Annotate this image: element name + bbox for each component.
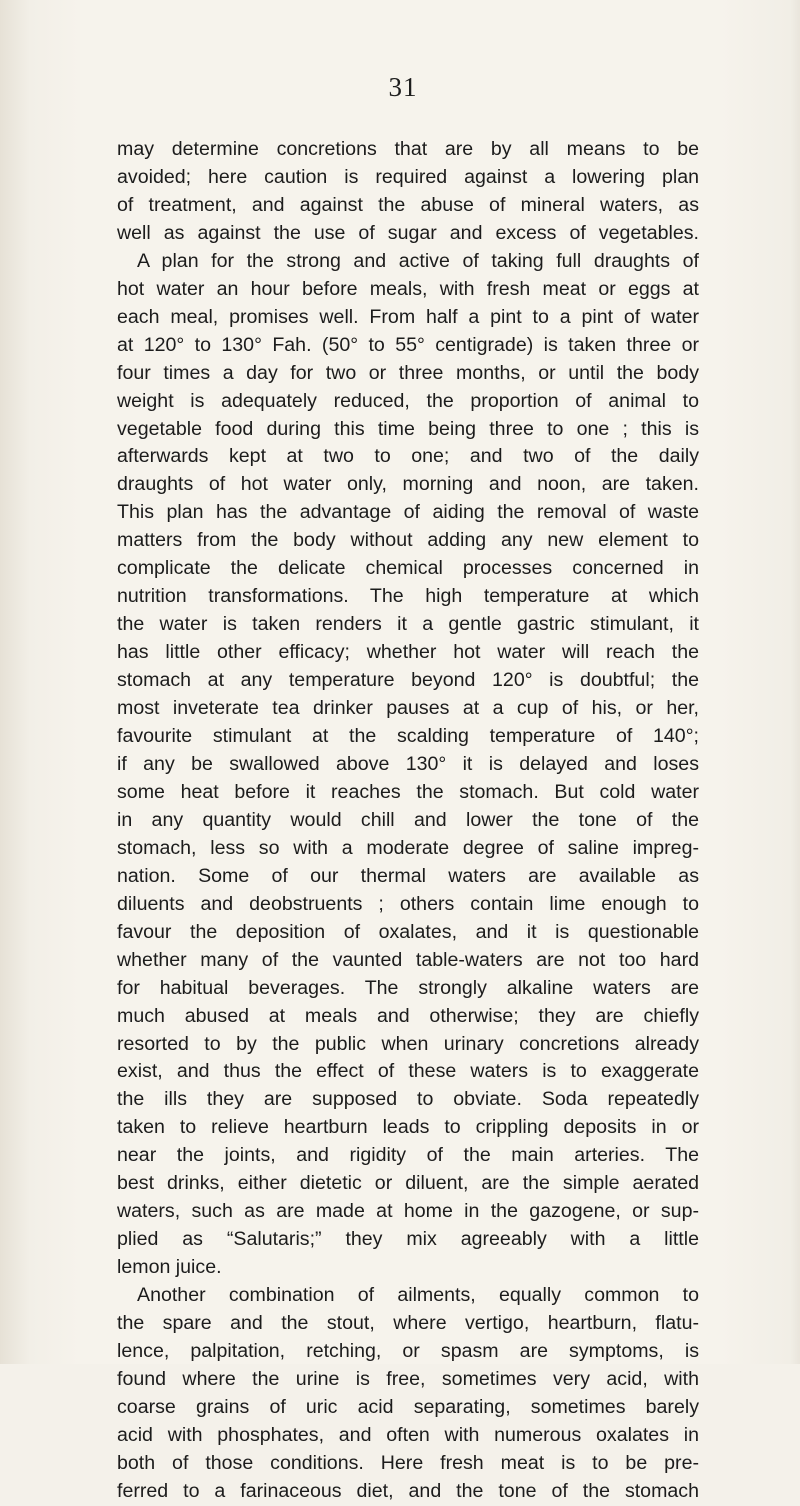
text-line: both of those conditions. Here fresh meat is to be pre-: [117, 1451, 699, 1474]
text-line: stomach, less so with a moderate degree of saline impreg-: [117, 836, 699, 859]
text-line: favour the deposition of oxalates, and it is questionable: [117, 920, 699, 943]
text-line: hot water an hour before meals, with fresh meat or eggs at: [117, 277, 699, 300]
text-line: matters from the body without adding any new element to: [117, 529, 699, 552]
text-line: well as against the use of sugar and excess of vegetables.: [117, 221, 699, 244]
text-line: if any be swallowed above 130° it is delayed and loses: [117, 752, 699, 775]
paragraph-3: [117, 1282, 699, 1506]
text-line: may determine concretions that are by all means to be: [117, 138, 699, 160]
text-line: nation. Some of our thermal waters are available as: [117, 864, 699, 887]
text-line: some heat before it reaches the stomach. But cold water: [117, 780, 699, 803]
text-line: at 120° to 130° Fah. (50° to 55° centigrade) is taken three or: [117, 333, 699, 356]
text-line: resorted to by the public when urinary concretions already: [117, 1032, 699, 1055]
text-line: lence, palpitation, retching, or spasm are symptoms, is: [117, 1339, 699, 1362]
text-line: four times a day for two or three months, or until the body: [117, 361, 699, 384]
paragraph-2: [117, 248, 699, 1282]
text-line: of treatment, and against the abuse of mineral waters, as: [117, 193, 699, 216]
text-line: near the joints, and rigidity of the main arteries. The: [117, 1144, 699, 1167]
text-line: vegetable food during this time being three to one ; this is: [117, 417, 699, 440]
text-line: draughts of hot water only, morning and noon, are taken.: [117, 473, 699, 496]
text-line: exist, and thus the effect of these waters is to exaggerate: [117, 1060, 699, 1083]
text-line: the ills they are supposed to obviate. Soda repeatedly: [117, 1088, 699, 1111]
text-line: found where the urine is free, sometimes very acid, with: [117, 1367, 699, 1390]
text-line: weight is adequately reduced, the proportion of animal to: [117, 389, 699, 412]
text-line: has little other efficacy; whether hot water will reach the: [117, 641, 699, 664]
text-line: each meal, promises well. From half a pint to a pint of water: [117, 305, 699, 328]
body-text: [117, 136, 699, 1506]
text-line: much abused at meals and otherwise; they are chiefly: [117, 1004, 699, 1027]
text-line: Another combination of ailments, equally common to: [137, 1284, 699, 1307]
text-line: ferred to a farinaceous diet, and the tone of the stomach: [117, 1479, 699, 1502]
text-line: complicate the delicate chemical processes concerned in: [117, 557, 699, 580]
paragraph-1: [117, 136, 699, 248]
text-line: This plan has the advantage of aiding the removal of waste: [117, 501, 699, 524]
text-line: in any quantity would chill and lower the tone of the: [117, 808, 699, 831]
text-line: the spare and the stout, where vertigo, heartburn, flatu-: [117, 1312, 699, 1335]
text-line: best drinks, either dietetic or diluent, are the simple aerated: [117, 1172, 699, 1195]
page-number: 31: [388, 72, 418, 102]
text-line: stomach at any temperature beyond 120° is doubtful; the: [117, 669, 699, 692]
text-line: plied as “Salutaris;” they mix agreeably with a little: [117, 1228, 699, 1251]
text-line: waters, such as are made at home in the gazogene, or sup-: [117, 1200, 699, 1223]
text-line: afterwards kept at two to one; and two of the daily: [117, 445, 699, 468]
text-line: A plan for the strong and active of taking full draughts of: [137, 249, 699, 272]
text-line: for habitual beverages. The strongly alkaline waters are: [117, 976, 699, 999]
text-line: avoided; here caution is required against a lowering plan: [117, 165, 699, 188]
text-line: whether many of the vaunted table-waters are not too hard: [117, 948, 699, 971]
text-line: acid with phosphates, and often with numerous oxalates in: [117, 1423, 699, 1446]
text-line: diluents and deobstruents ; others contain lime enough to: [117, 892, 699, 915]
text-line: coarse grains of uric acid separating, sometimes barely: [117, 1395, 699, 1418]
text-line: most inveterate tea drinker pauses at a cup of his, or her,: [117, 697, 699, 720]
text-line: nutrition transformations. The high temperature at which: [117, 585, 699, 608]
text-line: taken to relieve heartburn leads to crippling deposits in or: [117, 1116, 699, 1139]
text-line: lemon juice.: [117, 1256, 222, 1279]
text-line: the water is taken renders it a gentle gastric stimulant, it: [117, 613, 699, 636]
text-line: favourite stimulant at the scalding temperature of 140°;: [117, 725, 699, 748]
